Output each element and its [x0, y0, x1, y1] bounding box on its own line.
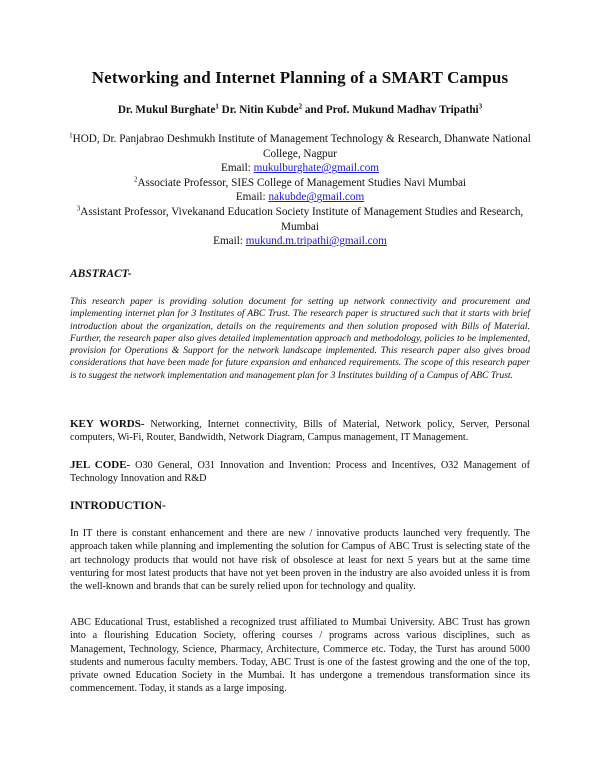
affiliation-2-text: Associate Professor, SIES College of Management Studies Navi Mumbai	[137, 176, 467, 189]
author-1-sup: 1	[215, 102, 219, 111]
affiliation-2-sup: 2	[133, 175, 138, 184]
abstract-body: This research paper is providing solution document for setting up network connectivity and procurement and implementing internet plan for 3 Institutes of ABC Trust. The research paper is structured such that it starts with brief introduction about the organization, details on the requirements and then solution proposed with Bills of Material. Further, the research paper also gives detailed implementation approach and methodology, policies to be implemented, provision for Operations & Support for the network landscape implemented. This research paper also gives broad considerations that have been made for future expansion and enhanced requirements. The scope of this research paper is to suggest the network implementation and management plan for 3 Institutes building of a Campus of ABC Trust.	[70, 296, 530, 381]
affiliation-2	[60, 176, 540, 191]
introduction-paragraph-1: In IT there is constant enhancement and there are new / innovative products launched very frequently. The approach taken while planning and implementing the solution for Campus of ABC Trust is selecting state of the art technology products that would not have risk of obsolesce at least for next 5 years but at the same time venturing for most latest products that have not yet been proven in the industry are also avoided unless it is from the well-known and brands that can be surely relied upon for technology and quality.	[70, 528, 530, 593]
affiliation-2-email-line	[60, 190, 540, 205]
affiliation-1-sup: 1	[69, 131, 73, 140]
introduction-heading: INTRODUCTION-	[70, 500, 166, 512]
jel-text: O30 General, O31 Innovation and Invention: Process and Incentives, O32 Management of Technology Innovation and R&D	[70, 460, 530, 485]
affiliation-3-text: Assistant Professor, Vivekanand Education Society Institute of Management Studies and Research, Mumbai	[80, 205, 524, 233]
email-link-1[interactable]: mukulburghate@gmail.com	[253, 162, 379, 175]
keywords-label: KEY WORDS-	[70, 418, 145, 430]
author-1: Dr. Mukul Burghate	[117, 104, 216, 116]
author-3-sup: 3	[478, 102, 483, 111]
introduction-paragraph-2: ABC Educational Trust, established a recognized trust affiliated to Mumbai University. ABC Trust has grown into a flourishing Education Society, offering courses / programs across various disciplines, such as Management, Technology, Science, Pharmacy, Architecture, Commerce etc. Today, the Turst has around 5000 students and numerous faculty members. Today, ABC Trust is one of the fastest growing and the one of the top, private owned Education Society in the Mumbai. It has undergone a tremendous transformation since its commencement. Today, it stands as a large imposing.	[70, 617, 530, 695]
keywords-text: Networking, Internet connectivity, Bills of Material, Network policy, Server, Personal computers, Wi-Fi, Router, Bandwidth, Network Diagram, Campus management, IT Management.	[70, 419, 530, 444]
affiliation-1-text: HOD, Dr. Panjabrao Deshmukh Institute of Management Technology & Research, Dhanwate National College, Nagpur	[72, 133, 531, 160]
paper-title: Networking and Internet Planning of a SMART Campus	[91, 68, 509, 87]
author-separator: and	[302, 104, 326, 116]
affiliation-1	[60, 132, 540, 161]
abstract-heading: ABSTRACT-	[70, 268, 132, 280]
author-2: Dr. Nitin Kubde	[221, 104, 299, 116]
email-link-2[interactable]: nakubde@gmail.com	[268, 191, 365, 204]
affiliation-3	[60, 205, 540, 234]
jel-label: JEL CODE-	[70, 459, 131, 471]
email-label: Email:	[213, 235, 246, 248]
keywords-paragraph	[70, 418, 530, 445]
affiliations	[60, 132, 540, 249]
author-2-sup: 2	[298, 102, 303, 111]
email-link-3[interactable]: mukund.m.tripathi@gmail.com	[245, 235, 387, 248]
affiliation-3-email-line	[60, 234, 540, 249]
email-label: Email:	[221, 162, 254, 175]
affiliation-1-email-line	[60, 161, 540, 176]
author-line	[0, 104, 600, 116]
jel-paragraph	[70, 459, 530, 486]
email-label: Email:	[235, 191, 269, 204]
affiliation-3-sup: 3	[76, 204, 81, 213]
author-3: Prof. Mukund Madhav Tripathi	[325, 104, 479, 116]
